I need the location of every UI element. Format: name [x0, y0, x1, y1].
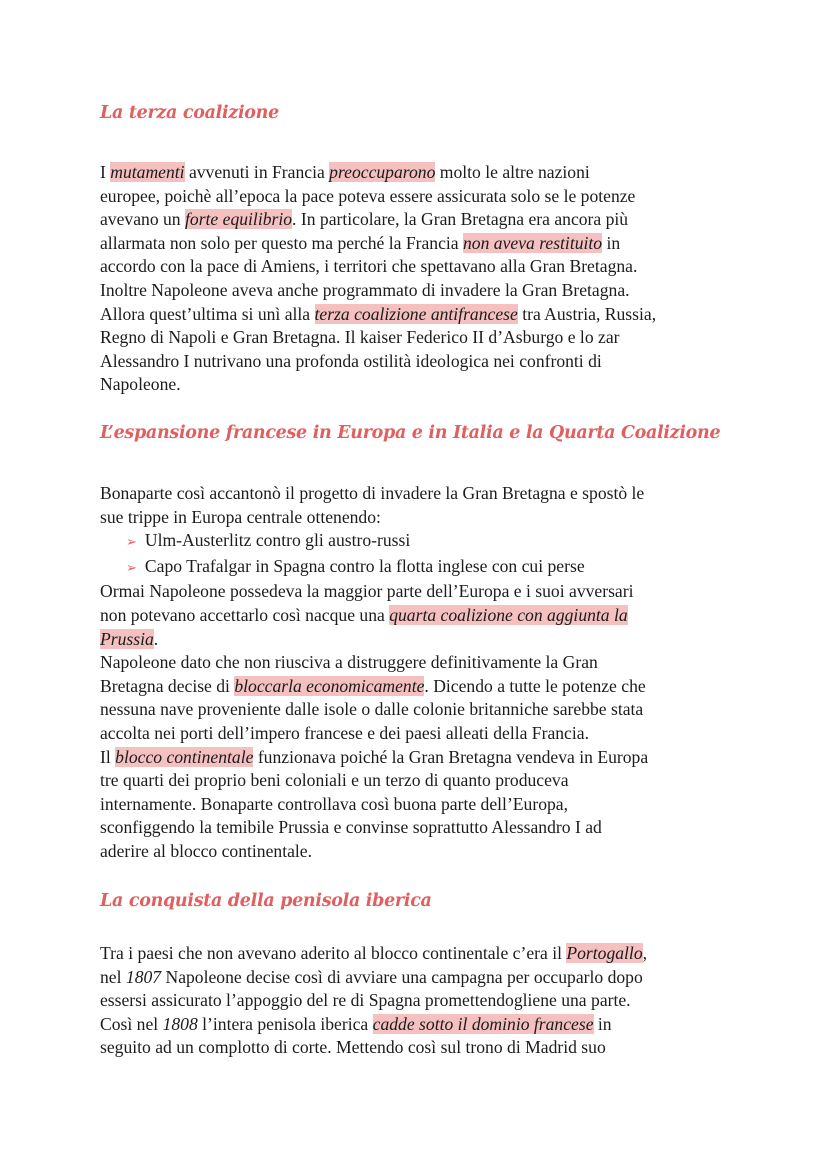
highlight-non-aveva-restituito: non aveva restituito [462, 232, 603, 253]
highlight-blocco-continentale: blocco continentale [115, 746, 254, 767]
heading-espansione-francese: L’espansione francese in Europa e in Italia e la Quarta Coalizione [100, 423, 721, 443]
highlight-dominio-francese: cadde sotto il dominio francese [372, 1013, 594, 1034]
heading-conquista-penisola-iberica: La conquista della penisola iberica [100, 891, 432, 911]
list-item: ➢ Capo Trafalgar in Spagna contro la flotta inglese con cui perse [126, 555, 585, 576]
heading-terza-coalizione: La terza coalizione [100, 103, 279, 123]
highlight-preoccuparono: preoccuparono [329, 162, 436, 182]
year-1807: 1807 [125, 966, 162, 987]
highlight-forte-equilibrio: forte equilibrio [185, 209, 293, 230]
highlight-terza-coalizione-antifrancese: terza coalizione antifrancese [314, 303, 518, 324]
arrow-bullet-icon: ➢ [126, 535, 137, 551]
paragraph-espansione-francese: Bonaparte così accantonò il progetto di invadere la Gran Bretagna e spostò le sue trippe in Europa centrale ottenendo: ➢ Ulm-Austerlitz contro gli austro-russi ➢ Capo Trafalgar in Spagna contro la flotta inglese con cui perse Ormai Napoleone possedeva la maggior parte dell’Europa e i suoi avversari non potevano accettarlo così nacque una quarta coalizione con aggiunta la Prussia. Napoleone dato che non riusciva a distruggere definitivamente la Gran Bretagna decise di bloccarla economicamente. Dicendo a tutte le potenze che nessuna nave proveniente dalle isole o dalle colonie britanniche sarebbe stata accolta nei porti dell’impero francese e dei paesi alleati della Francia. Il blocco continentale funzionava poiché la Gran Bretagna vendeva in Europa tre quarti dei proprio beni coloniali e un terzo di quanto produceva internamente. Bonaparte controllava così buona parte dell’Europa, sconfiggendo la temibile Prussia e convinse soprattutto Alessandro I ad aderire al blocco continentale. [100, 482, 740, 864]
year-1808: 1808 [162, 1013, 198, 1034]
highlight-mutamenti: mutamenti [110, 162, 185, 182]
arrow-bullet-icon: ➢ [126, 560, 137, 576]
highlight-quarta-coalizione: quarta coalizione con aggiunta la [389, 604, 628, 625]
highlight-bloccarla-economicamente: bloccarla economicamente [234, 675, 425, 696]
highlight-portogallo: Portogallo [566, 943, 643, 963]
paragraph-penisola-iberica: Tra i paesi che non avevano aderito al blocco continentale c’era il Portogallo, nel 1807 Napoleone decise così di avviare una campagna per occuparlo dopo essersi assicurato l’appoggio del re di Spagna promettendogliene una parte. Così nel 1808 l’intera penisola iberica cadde sotto il dominio francese in seguito ad un complotto di corte. Mettendo così sul trono di Madrid suo [100, 943, 648, 1058]
highlight-prussia: Prussia [100, 628, 154, 649]
paragraph-terza-coalizione: I mutamenti avvenuti in Francia preoccuparono molto le altre nazioni europee, poichè all’epoca la pace poteva essere assicurata solo se le potenze avevano un forte equilibrio. In particolare, la Gran Bretagna era ancora più allarmata non solo per questo ma perché la Francia non aveva restituito in accordo con la pace di Amiens, i territori che spettavano alla Gran Bretagna. Inoltre Napoleone aveva anche programmato di invadere la Gran Bretagna. Allora quest’ultima si unì alla terza coalizione antifrancese tra Austria, Russia, Regno di Napoli e Gran Bretagna. Il kaiser Federico II d’Asburgo e lo zar Alessandro I nutrivano una profonda ostilità ideologica nei confronti di Napoleone. [100, 162, 657, 395]
list-item: ➢ Ulm-Austerlitz contro gli austro-russi [126, 530, 411, 551]
